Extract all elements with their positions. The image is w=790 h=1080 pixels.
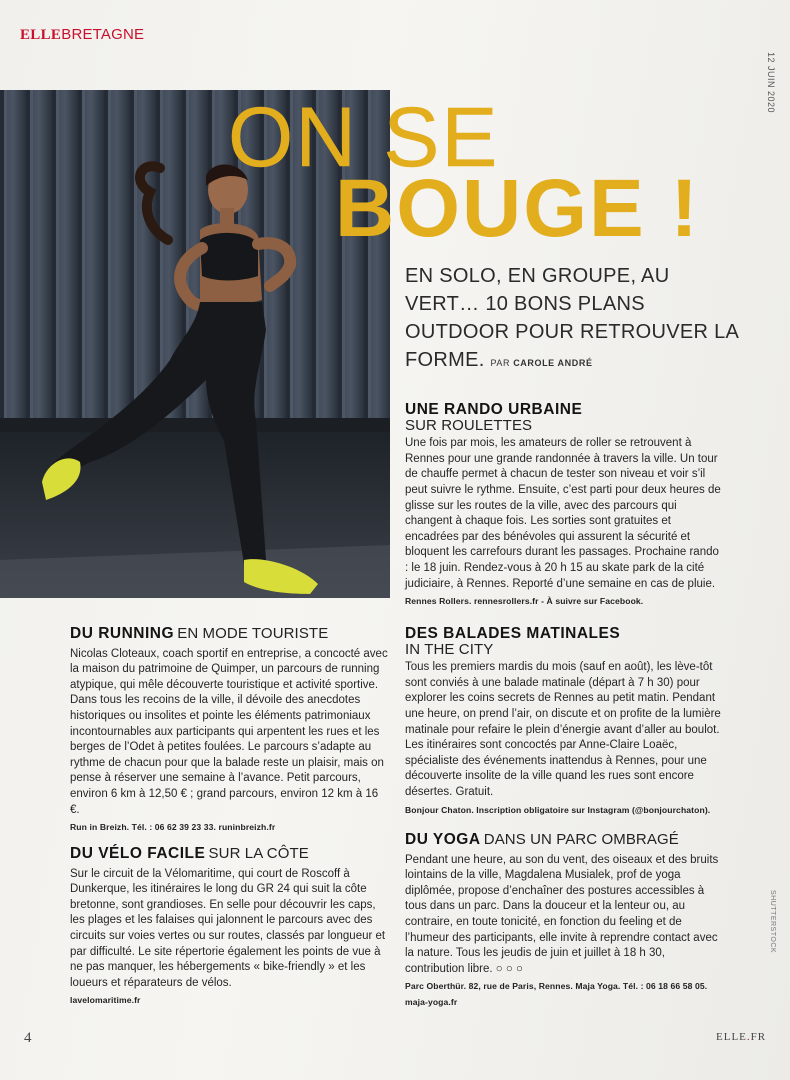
footer-brand-name: ELLE: [716, 1031, 747, 1043]
page-number: 4: [24, 1030, 32, 1046]
article-rando-body: Une fois par mois, les amateurs de roller se retrouvent à Rennes pour une grande randonnée à travers la ville. Un tour de chauffe permet à chacun de tester son niveau et voir s’il peut suivre le rythme. Ensuite, c’est parti pour deux heures de glisse sur les routes de la ville, avec des parcours qui changent à chaque fois. Les sorties sont gratuites et encadrées par des bénévoles qui assurent la sécurité et bloquent les carrefours durant les passages. Prochaine rando : le 18 juin. Rendez-vous à 20 h 15 au skate park de la cité judiciaire, à Rennes. Reporté d’une semaine en cas de pluie.: [405, 437, 721, 590]
footer-brand-tld: FR: [750, 1031, 767, 1043]
lede-text: EN SOLO, EN GROUPE, AU VERT… 10 BONS PLANS OUTDOOR POUR RETROUVER LA FORME.: [405, 265, 739, 371]
article-velo-subheading: SUR LA CÔTE: [208, 845, 309, 862]
article-balades-heading: DES BALADES MATINALES: [405, 625, 621, 642]
byline-prefix: PAR: [490, 358, 511, 368]
byline-author: CAROLE ANDRÉ: [513, 358, 593, 368]
article-yoga-body: Pendant une heure, au son du vent, des oiseaux et des bruits lointains de la ville, Magdalena Musialek, prof de yoga diplômée, propose d’enchaîner des postures accessibles à tous dans un parc. Dans la douceur et la lenteur ou, au contraire, en toute tonicité, en fonction du feeling et de l’humeur des participants, elle invite à reprendre contact avec la nature. Tous les jeudis de juin et juillet à 18 h 30, contribution libre. ○ ○ ○: [405, 853, 719, 975]
article-running-subheading: EN MODE TOURISTE: [177, 625, 329, 642]
issue-date: 12 JUIN 2020: [766, 52, 776, 114]
article-velo-body: Sur le circuit de la Vélomaritime, qui court de Roscoff à Dunkerque, les itinéraires le long du GR 24 qui suit la côte bretonne, sont grandioses. En selle pour découvrir les caps, les plages et les falaises qui jalonnent le parcours avec des circuits sur voies vertes ou sur routes, classés par longueur et par difficulté. Le site répertorie également les points de vue à ne pas manquer, les hébergements « bike-friendly » et les loueurs et réparateurs de vélos.: [70, 867, 386, 989]
article-rando-heading: UNE RANDO URBAINE: [405, 401, 583, 418]
article-running: [70, 626, 390, 836]
article-rando: [405, 402, 725, 610]
article-running-body: Nicolas Cloteaux, coach sportif en entreprise, a concocté avec la maison du patrimoine de Quimper, un parcours de running atypique, qui mêle découverte touristique et activité sportive. Dans tous les recoins de la ville, il dévoile des anecdotes historiques ou insolites et pointe les éléments patrimoniaux incontournables aux participants qui arpentent les rues et les berges de l’Odet à petites foulées. Le parcours s’adapte au rythme de chacun pour que la balade reste un plaisir, mais on pense à réserver une semaine à l’avance. Petit parcours, environ 6 km à 12,50 € ; grand parcours, environ 12 km à 16 €.: [70, 647, 388, 816]
article-rando-subheading: SUR ROULETTES: [405, 416, 533, 434]
article-rando-info: Rennes Rollers. rennesrollers.fr - À suivre sur Facebook.: [405, 596, 644, 607]
article-velo-info: lavelomaritime.fr: [70, 995, 141, 1006]
photo-credit: SHUTTERSTOCK: [769, 890, 776, 954]
footer-brand-dot: .: [746, 1031, 751, 1043]
article-balades-info: Bonjour Chaton. Inscription obligatoire sur Instagram (@bonjourchaton).: [405, 804, 711, 815]
brand-region: BRETAGNE: [61, 26, 145, 43]
article-balades-subheading: IN THE CITY: [405, 640, 494, 658]
header-brand: [20, 26, 144, 44]
article-yoga-info: Parc Oberthür. 82, rue de Paris, Rennes. Maja Yoga. Tél. : 06 18 66 58 05. maja-yoga.fr: [405, 981, 708, 1007]
article-velo: [70, 846, 390, 1009]
article-yoga-subheading: DANS UN PARC OMBRAGÉ: [483, 831, 679, 848]
article-yoga-heading: DU YOGA: [405, 831, 481, 848]
article-running-heading: DU RUNNING: [70, 625, 175, 642]
title-line-1: ON SE: [228, 90, 500, 184]
byline: [490, 358, 592, 368]
article-balades: [405, 626, 725, 818]
title-line-2: BOUGE !: [335, 163, 700, 254]
article-velo-heading: DU VÉLO FACILE: [70, 845, 206, 862]
article-yoga: [405, 832, 725, 1011]
article-running-info: Run in Breizh. Tél. : 06 62 39 23 33. runinbreizh.fr: [70, 822, 276, 833]
brand-logo: ELLE: [20, 27, 62, 43]
lede: [405, 262, 740, 377]
article-balades-body: Tous les premiers mardis du mois (sauf en août), les lève-tôt sont conviés à une balade matinale (départ à 7 h 30) pour explorer les coins secrets de Rennes au petit matin. Pendant une heure, on prend l’air, on discute et on profite de la lumière matinale pour refaire le plein d’énergie avant d’aller au boulot. Les itinéraires sont concoctés par Anne-Claire Loaëc, spécialiste des événements inattendus à Rennes, pour une découverte insolite de la ville quand les rues sont encore désertes. Gratuit.: [405, 661, 721, 798]
footer-brand: [716, 1031, 766, 1043]
